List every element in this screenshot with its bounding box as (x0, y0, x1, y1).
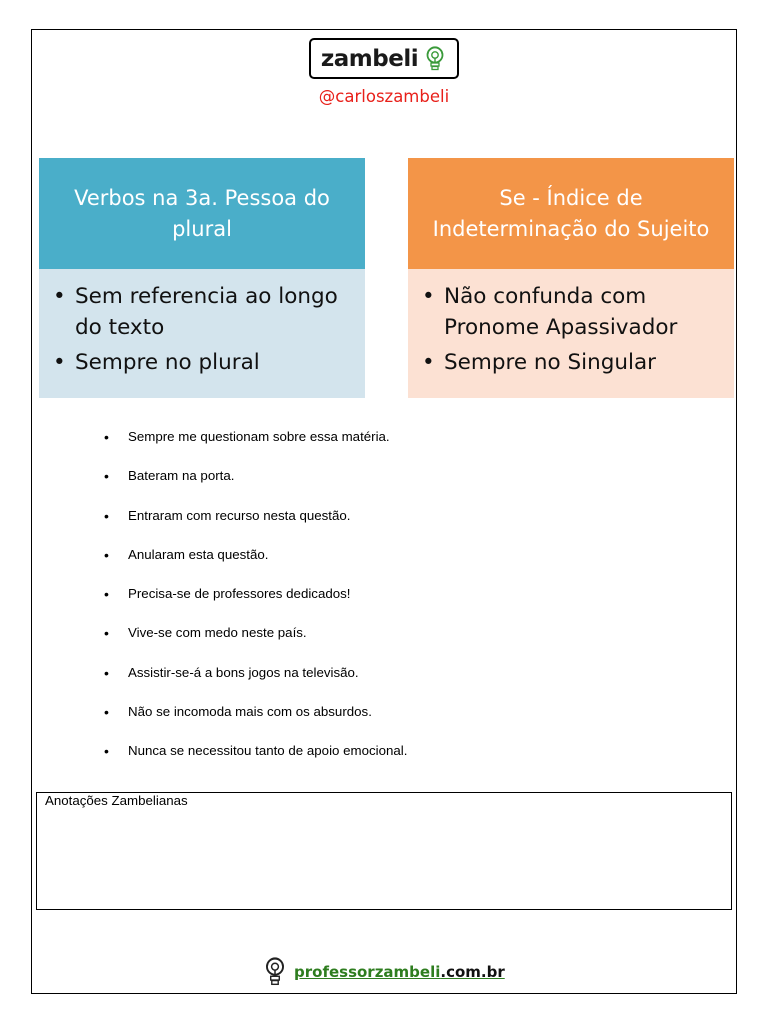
list-item: • Não se incomoda mais com os absurdos. (104, 701, 407, 740)
list-item: • Assistir-se-á a bons jogos na televisão. (104, 662, 407, 701)
example-sentences-list (104, 426, 407, 780)
logo-text: zambeli (320, 45, 419, 72)
card-title: Se - Índice de Indeterminação do Sujeito (408, 158, 734, 269)
footer (262, 956, 505, 988)
card-bullet: • Não confunda com Pronome Apassivador (422, 281, 726, 343)
list-item: • Nunca se necessitou tanto de apoio emocional. (104, 740, 407, 779)
card-bullet: • Sempre no plural (53, 347, 357, 378)
card-bullet: • Sempre no Singular (422, 347, 726, 378)
card-title: Verbos na 3a. Pessoa do plural (39, 158, 365, 269)
website-link[interactable] (294, 963, 505, 981)
list-item: • Vive-se com medo neste país. (104, 622, 407, 661)
card-se-indeterminacy (408, 158, 734, 398)
site-tld: .com.br (440, 963, 505, 981)
author-handle: @carloszambeli (318, 87, 450, 106)
site-name: professorzambeli (294, 963, 441, 981)
brand-logo (309, 38, 459, 79)
microphone-lightbulb-icon (423, 46, 447, 72)
list-item: • Bateram na porta. (104, 465, 407, 504)
list-item: • Sempre me questionam sobre essa matéria. (104, 426, 407, 465)
list-item: • Entraram com recurso nesta questão. (104, 505, 407, 544)
card-body (408, 269, 734, 398)
microphone-lightbulb-icon (262, 957, 288, 987)
notes-box[interactable] (36, 792, 732, 910)
notes-title: Anotações Zambelianas (45, 793, 188, 808)
card-bullet: • Sem referencia ao longo do texto (53, 281, 357, 343)
list-item: • Precisa-se de professores dedicados! (104, 583, 407, 622)
list-item: • Anularam esta questão. (104, 544, 407, 583)
card-plural-verbs (39, 158, 365, 398)
card-body (39, 269, 365, 398)
